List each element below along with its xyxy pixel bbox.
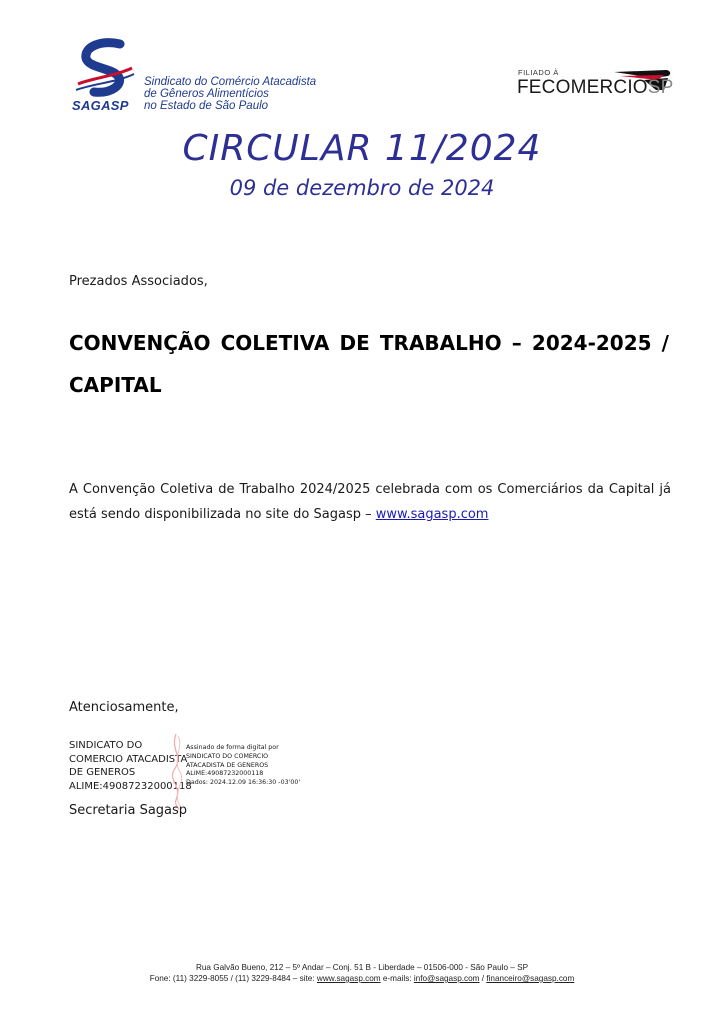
body-line-2-text: está sendo disponibilizada no site do Sagasp – [69, 507, 376, 522]
signature-name-line: SINDICATO DO [69, 740, 143, 751]
footer-contact [0, 974, 724, 983]
digital-signature-info [186, 744, 300, 788]
fecomercio-logo [514, 64, 674, 104]
footer-email-separator: / [479, 974, 487, 983]
closing: Atenciosamente, [69, 700, 179, 715]
sagasp-name-line: de Gêneros Alimentícios [144, 88, 269, 100]
body-line-2 [69, 507, 488, 522]
sagasp-wordmark: SAGASP [72, 98, 129, 113]
subject-line-2: CAPITAL [69, 373, 162, 397]
filiado-label: FILIADO À [518, 68, 559, 77]
circular-date: 09 de dezembro de 2024 [229, 176, 495, 200]
footer-address: Rua Galvão Bueno, 212 – 5º Andar – Conj. 51 B - Liberdade – 01506-000 - São Paulo – SP [195, 963, 529, 972]
fecomercio-name: FECOMERCIO [517, 77, 648, 98]
fecomercio-wordmark [517, 77, 674, 99]
signature-name-line: ALIME:49087232000118 [69, 780, 192, 792]
greeting: Prezados Associados, [69, 274, 208, 289]
digital-signature-line: ALIME:49087232000118 [186, 770, 264, 778]
signature-name-line: DE GENEROS [69, 767, 136, 778]
footer-email-info-link[interactable]: info@sagasp.com [413, 974, 480, 983]
footer-emails-label: e-mails: [380, 974, 414, 983]
signature-name-line: COMERCIO ATACADISTA [69, 753, 188, 765]
footer-email-financeiro-link[interactable]: financeiro@sagasp.com [486, 974, 575, 983]
digital-signature-line: SINDICATO DO COMERCIO [186, 752, 269, 760]
body-line-1: A Convenção Coletiva de Trabalho 2024/2025 celebrada com os Comerciários da Capital já [69, 482, 671, 497]
fecomercio-suffix: SP [647, 77, 674, 98]
sagasp-logo [72, 38, 317, 118]
secretaria-signature: Secretaria Sagasp [69, 803, 188, 818]
footer-phone: Fone: (11) 3229-8055 / (11) 3229-8484 – site: [149, 974, 317, 983]
sagasp-name [144, 76, 316, 112]
sagasp-name-line: no Estado de São Paulo [144, 100, 269, 112]
subject-line-1: CONVENÇÃO COLETIVA DE TRABALHO – 2024-2025 / [69, 331, 669, 355]
sagasp-site-link[interactable]: www.sagasp.com [375, 507, 489, 522]
circular-title: CIRCULAR 11/2024 [182, 128, 542, 169]
footer-site-link[interactable]: www.sagasp.com [316, 974, 381, 983]
digital-signature-line: ATACADISTA DE GENEROS [186, 761, 269, 769]
sagasp-name-line: Sindicato do Comércio Atacadista [144, 76, 317, 88]
digital-signature-line: Assinado de forma digital por [186, 744, 279, 751]
digital-signature-line: Dados: 2024.12.09 16:36:30 -03'00' [186, 779, 301, 787]
